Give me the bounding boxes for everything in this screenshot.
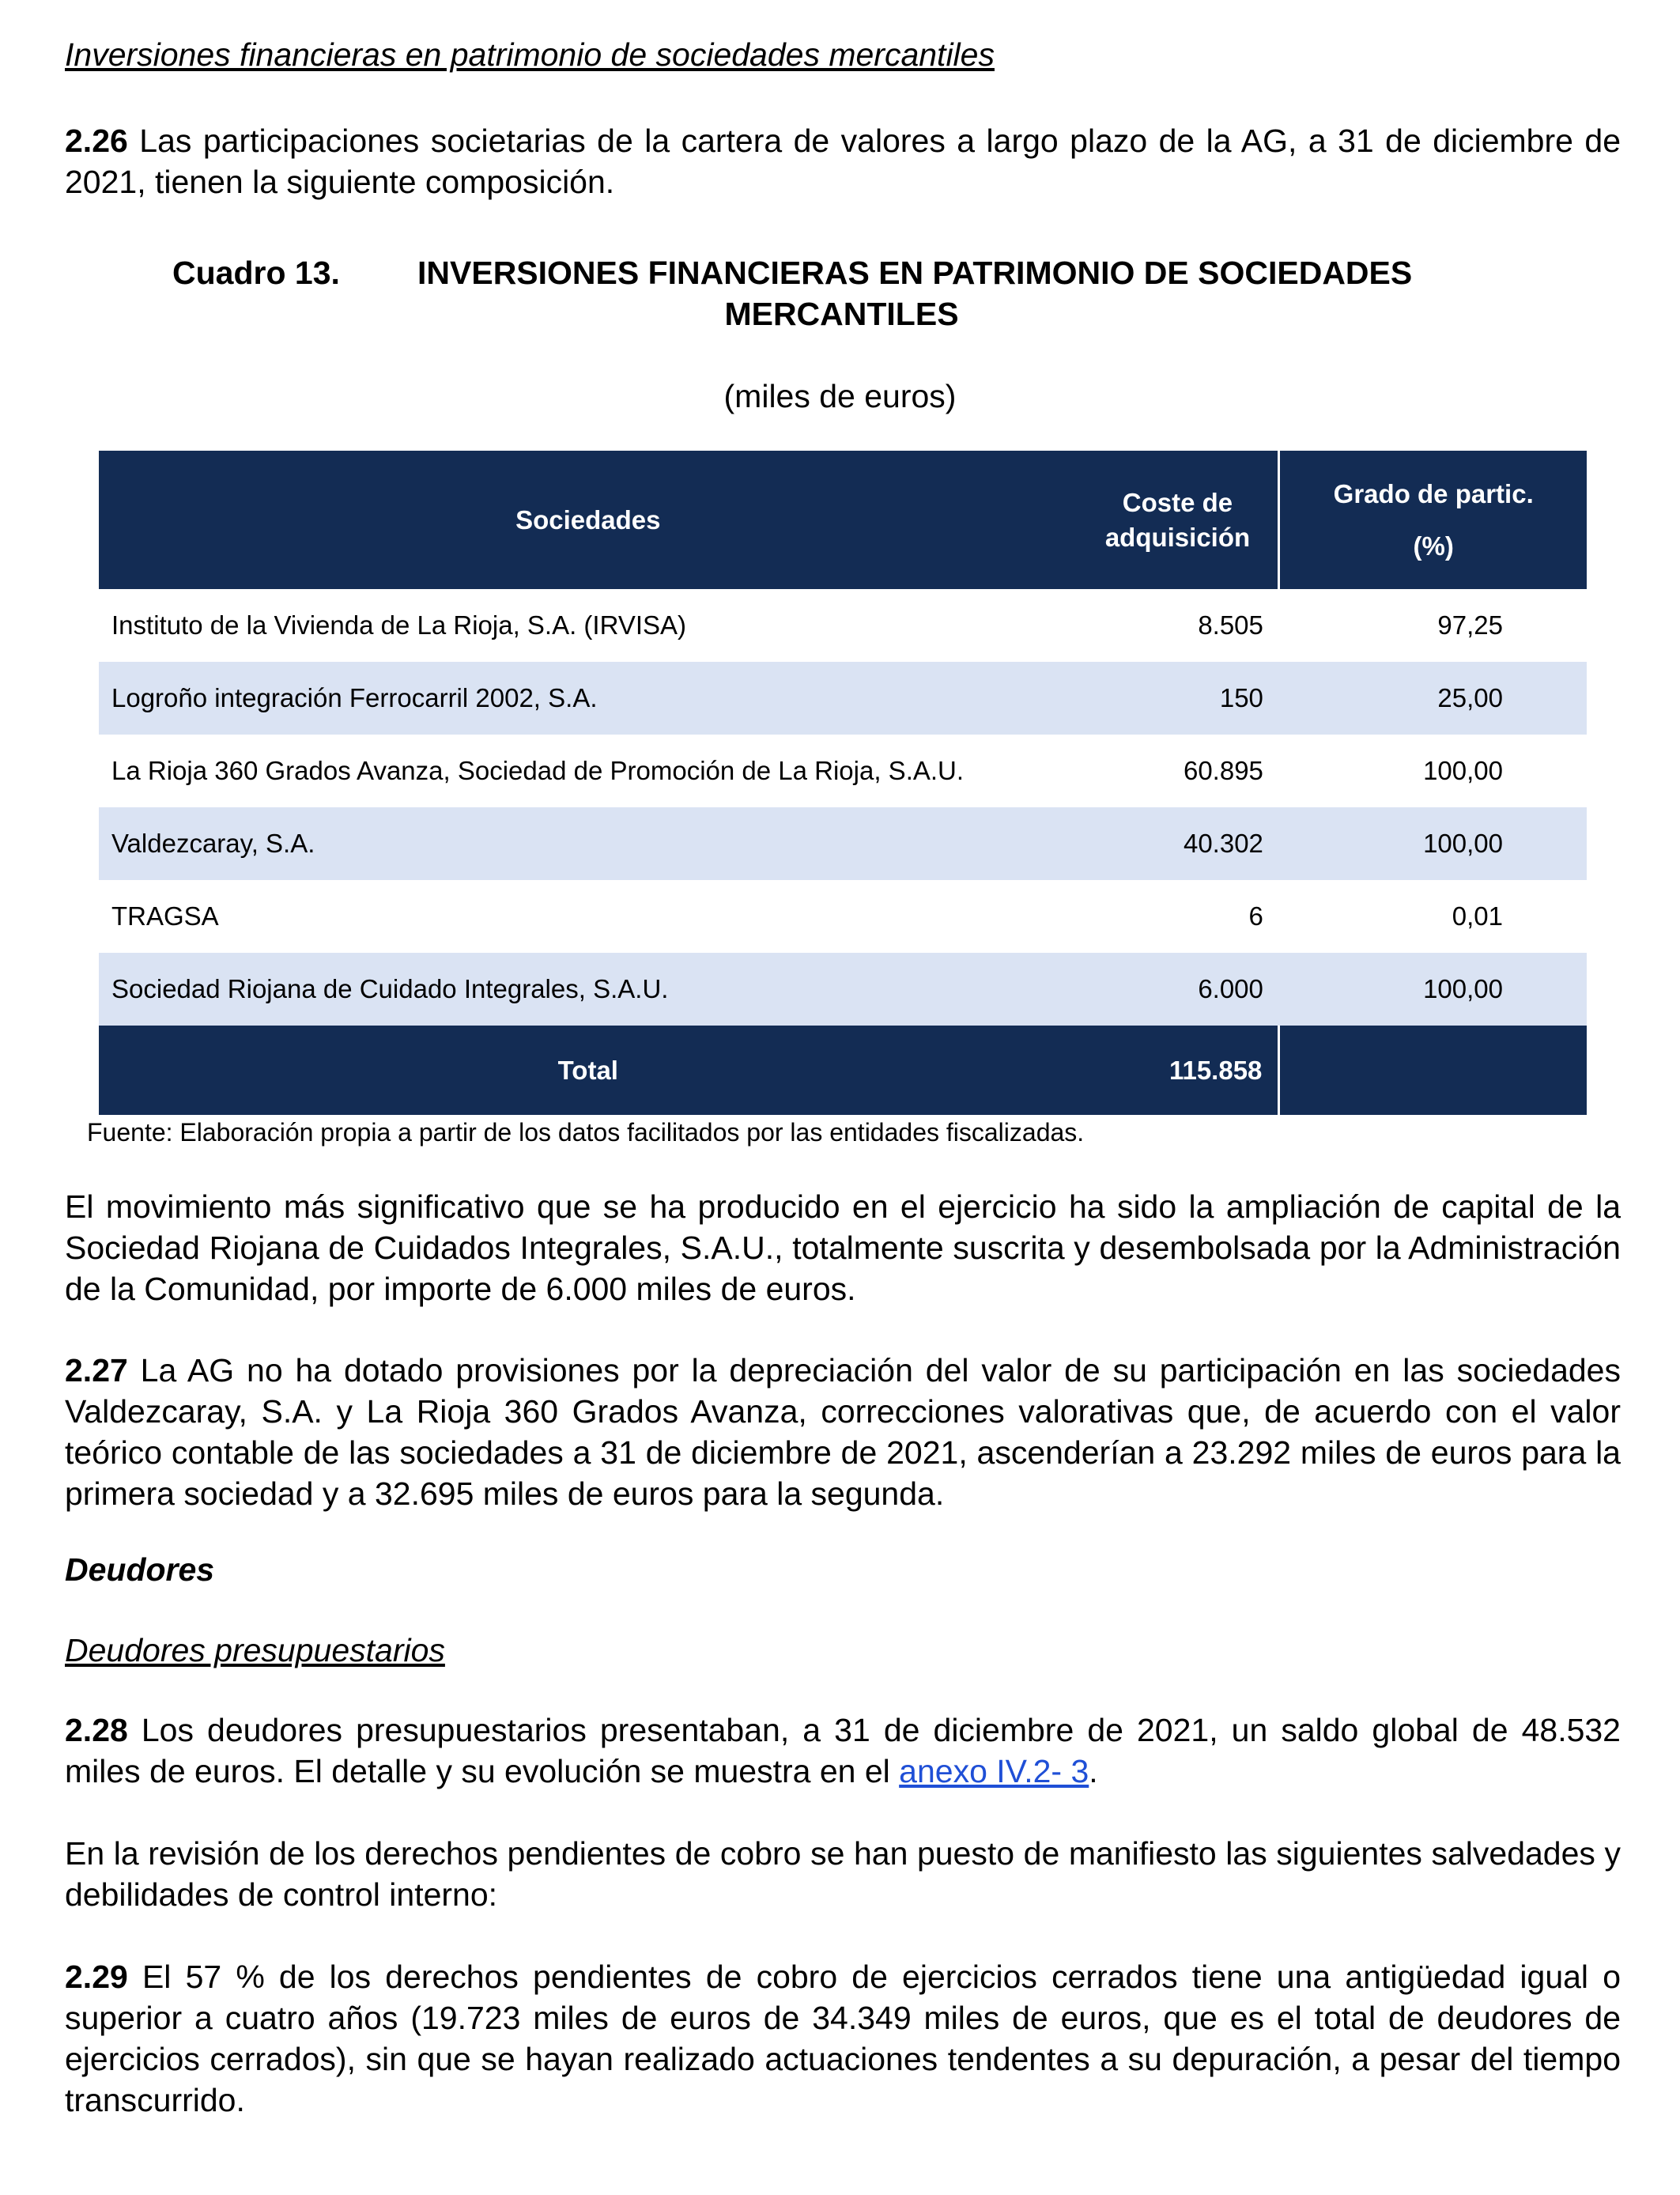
header-grado-line2: (%) [1413, 531, 1454, 561]
header-coste [1078, 451, 1279, 589]
cell-grado: 100,00 [1279, 807, 1587, 880]
paragraph-2-26 [65, 120, 1621, 202]
investments-table [99, 451, 1587, 1115]
cell-coste: 8.505 [1198, 610, 1263, 640]
table-units: (miles de euros) [723, 378, 957, 414]
paragraph-number: 2.29 [65, 1959, 128, 1995]
cell-sociedad: Valdezcaray, S.A. [99, 807, 1078, 880]
paragraph-2-27 [65, 1350, 1621, 1514]
table-source: Fuente: Elaboración propia a partir de los datos facilitados por las entidades fiscalizadas. [87, 1118, 1085, 1147]
cell-sociedad: Sociedad Riojana de Cuidado Integrales, S.A.U. [99, 953, 1078, 1026]
cell-grado: 100,00 [1279, 953, 1587, 1026]
paragraph-end: . [1089, 1753, 1098, 1789]
cell-sociedad: Logroño integración Ferrocarril 2002, S.A. [99, 662, 1078, 735]
table-row [99, 589, 1587, 662]
annex-link[interactable]: anexo IV.2- 3 [899, 1753, 1089, 1789]
heading-deudores: Deudores [65, 1551, 215, 1588]
table-row [99, 662, 1587, 735]
paragraph-2-29 [65, 1956, 1621, 2121]
paragraph-number: 2.28 [65, 1712, 128, 1748]
paragraph-text: Los deudores presupuestarios presentaban, a 31 de diciembre de 2021, un saldo global de 48.532 miles de euros. El detalle y su evolución se muestra en el [65, 1712, 1621, 1789]
table-label: Cuadro 13. [172, 255, 340, 291]
total-coste: 115.858 [1078, 1026, 1279, 1115]
total-grado-empty [1279, 1026, 1587, 1115]
cell-coste: 60.895 [1183, 756, 1263, 785]
table-title-line1: INVERSIONES FINANCIERAS EN PATRIMONIO DE SOCIEDADES [417, 255, 1413, 291]
cell-coste: 40.302 [1078, 807, 1279, 880]
table-row [99, 953, 1587, 1026]
cell-sociedad: Instituto de la Vivienda de La Rioja, S.A. (IRVISA) [111, 610, 687, 640]
table-row [99, 807, 1587, 880]
cell-coste: 6.000 [1078, 953, 1279, 1026]
header-sociedades: Sociedades [99, 451, 1078, 589]
paragraph-revision: En la revisión de los derechos pendientes de cobro se han puesto de manifiesto las siguientes salvedades y debilidades de control interno: [65, 1835, 1621, 1913]
paragraph-number: 2.26 [65, 123, 128, 159]
header-grado [1279, 451, 1587, 589]
heading-deudores-presupuestarios: Deudores presupuestarios [65, 1632, 445, 1668]
section-title: Inversiones financieras en patrimonio de sociedades mercantiles [65, 36, 995, 73]
total-label: Total [99, 1026, 1078, 1115]
paragraph-text: El 57 % de los derechos pendientes de cobro de ejercicios cerrados tiene una antigüedad igual o superior a cuatro años (19.723 miles de euros de 34.349 miles de euros, que es el total de deudores de ejercicios cerrados), sin que se hayan realizado actuaciones tendentes a su depuración, a pesar del tiempo transcurrido. [65, 1959, 1621, 2118]
cell-grado: 97,25 [1437, 610, 1503, 640]
table-row [99, 735, 1587, 807]
paragraph-2-28 [65, 1710, 1621, 1792]
header-grado-line1: Grado de partic. [1333, 478, 1534, 508]
header-coste-line1: Coste de [1122, 487, 1233, 517]
paragraph-movimiento: El movimiento más significativo que se ha producido en el ejercicio ha sido la ampliación de capital de la Sociedad Riojana de Cuidados Integrales, S.A.U., totalmente suscrita y desembolsada por la Administración de la Comunidad, por importe de 6.000 miles de euros. [65, 1188, 1621, 1307]
cell-sociedad: TRAGSA [111, 901, 219, 931]
cell-sociedad: La Rioja 360 Grados Avanza, Sociedad de Promoción de La Rioja, S.A.U. [111, 756, 965, 785]
cell-grado: 0,01 [1452, 901, 1503, 931]
cell-grado: 100,00 [1423, 756, 1503, 785]
paragraph-text: La AG no ha dotado provisiones por la depreciación del valor de su participación en las sociedades Valdezcaray, S.A. y La Rioja 360 Grados Avanza, correcciones valorativas que, de acuerdo con el valor teórico contable de las sociedades a 31 de diciembre de 2021, ascenderían a 23.292 miles de euros para la primera sociedad y a 32.695 miles de euros para la segunda. [65, 1352, 1621, 1512]
header-coste-line2: adquisición [1104, 522, 1251, 552]
paragraph-text: Las participaciones societarias de la cartera de valores a largo plazo de la AG, a 31 de diciembre de 2021, tienen la siguiente composición. [65, 123, 1621, 200]
table-header-row [99, 451, 1587, 589]
table-title-line2: MERCANTILES [724, 296, 959, 332]
cell-coste: 150 [1078, 662, 1279, 735]
table-row [99, 880, 1587, 953]
paragraph-number: 2.27 [65, 1352, 128, 1388]
table-total-row [99, 1026, 1587, 1115]
cell-grado: 25,00 [1279, 662, 1587, 735]
cell-coste: 6 [1248, 901, 1263, 931]
